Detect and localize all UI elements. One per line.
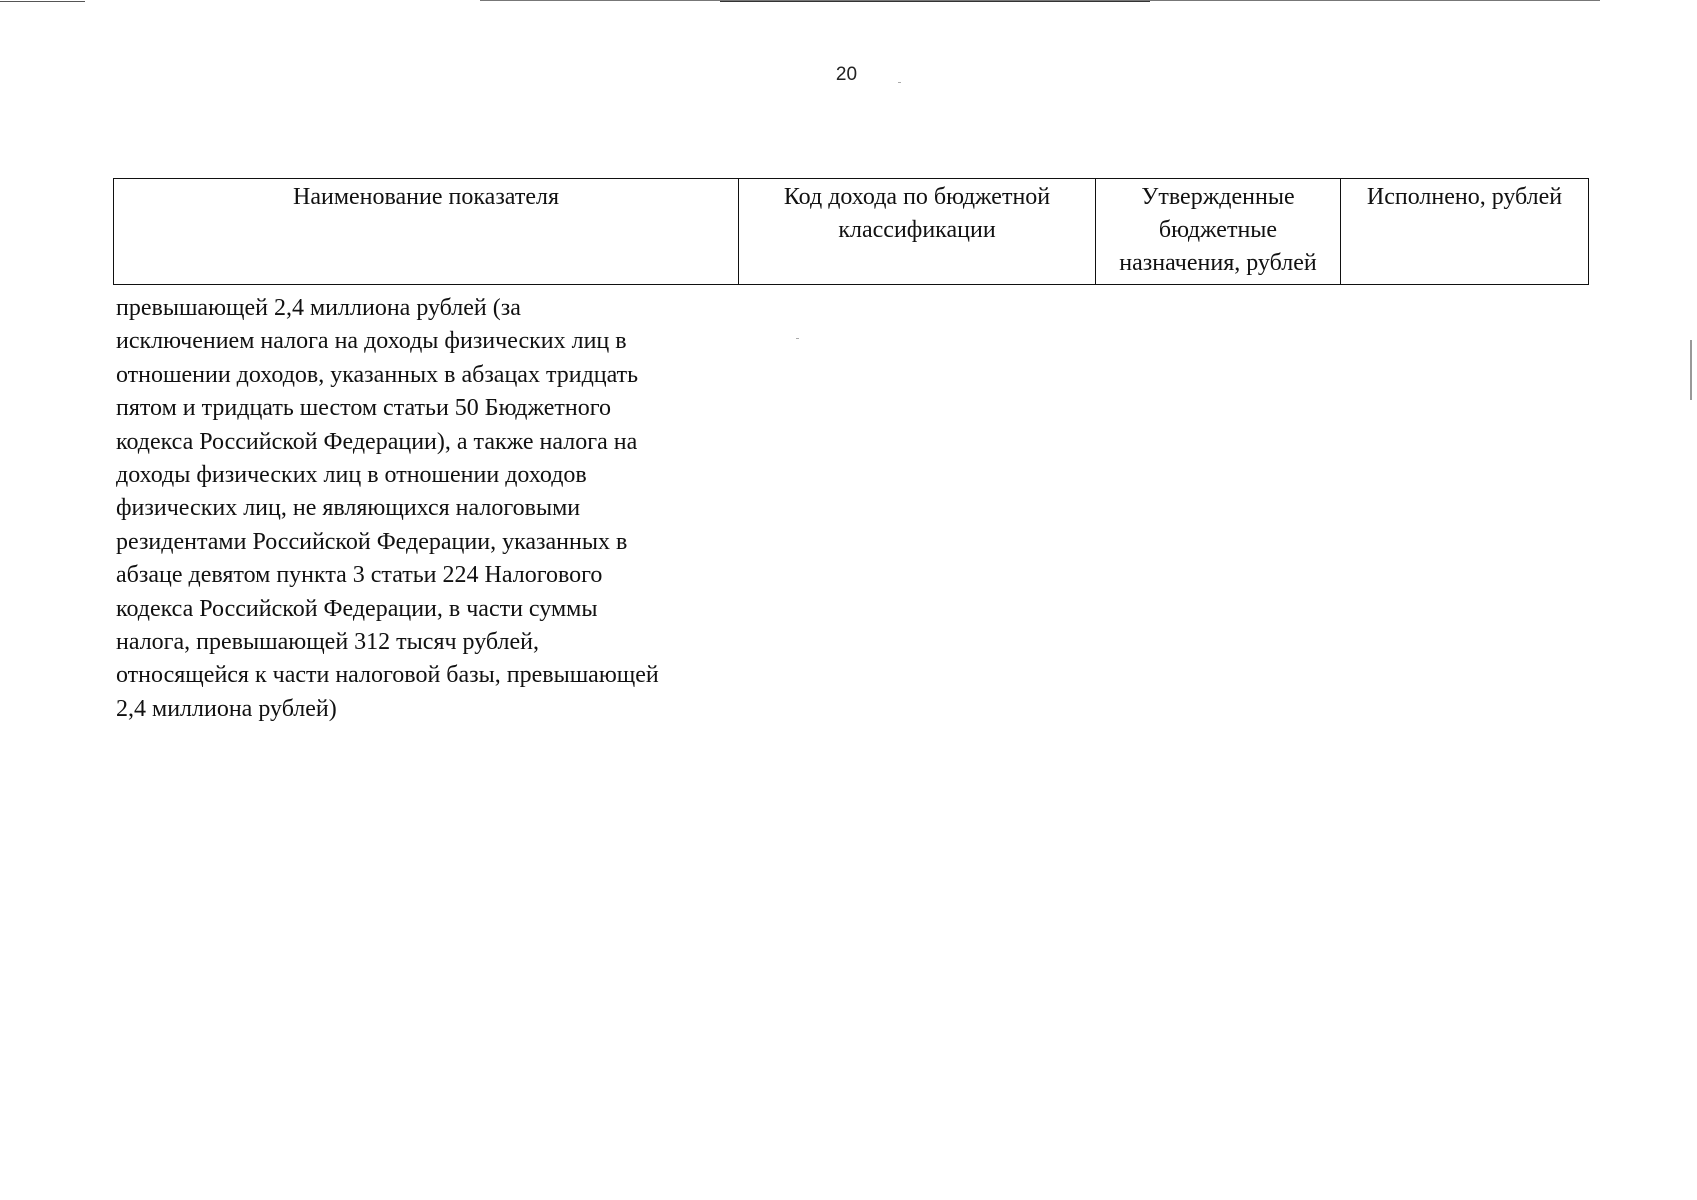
text-line: резидентами Российской Федерации, указанных в bbox=[116, 528, 628, 555]
indicator-description bbox=[116, 292, 756, 726]
header-executed-amount: Исполнено, рублей bbox=[1341, 179, 1589, 285]
text-line: физических лиц, не являющихся налоговыми bbox=[116, 495, 581, 522]
text-line: абзаце девятом пункта 3 статьи 224 Налогового bbox=[116, 562, 603, 589]
text-line: пятом и тридцать шестом статьи 50 Бюджетного bbox=[116, 395, 611, 422]
text-line: отношении доходов, указанных в абзацах тридцать bbox=[116, 361, 639, 388]
text-line: превышающей 2,4 миллиона рублей (за bbox=[116, 295, 521, 321]
header-indicator-name: Наименование показателя bbox=[114, 179, 739, 285]
report-table-header bbox=[113, 178, 1589, 285]
text-line: доходы физических лиц в отношении доходов bbox=[116, 462, 587, 489]
header-approved-amount: Утвержденные бюджетные назначения, рублей bbox=[1096, 179, 1341, 285]
text-line: относящейся к части налоговой базы, превышающей bbox=[116, 662, 659, 689]
table-header-row bbox=[114, 179, 1589, 285]
scan-speck bbox=[796, 338, 799, 339]
page-number bbox=[0, 64, 1697, 86]
scan-edge-line bbox=[0, 0, 1697, 3]
page-number-text: 20 bbox=[835, 64, 858, 85]
scan-edge-segment bbox=[0, 1, 85, 2]
text-line: кодекса Российской Федерации, в части суммы bbox=[116, 595, 598, 622]
header-income-code: Код дохода по бюджетной классификации bbox=[739, 179, 1096, 285]
scan-edge-mark bbox=[1690, 340, 1692, 400]
text-line: налога, превышающей 312 тысяч рублей, bbox=[116, 629, 539, 656]
scan-edge-segment bbox=[720, 1, 1150, 2]
text-line: кодекса Российской Федерации), а также налога на bbox=[116, 428, 638, 455]
text-line: 2,4 миллиона рублей) bbox=[116, 695, 337, 722]
text-line: исключением налога на доходы физических лиц в bbox=[116, 328, 627, 355]
